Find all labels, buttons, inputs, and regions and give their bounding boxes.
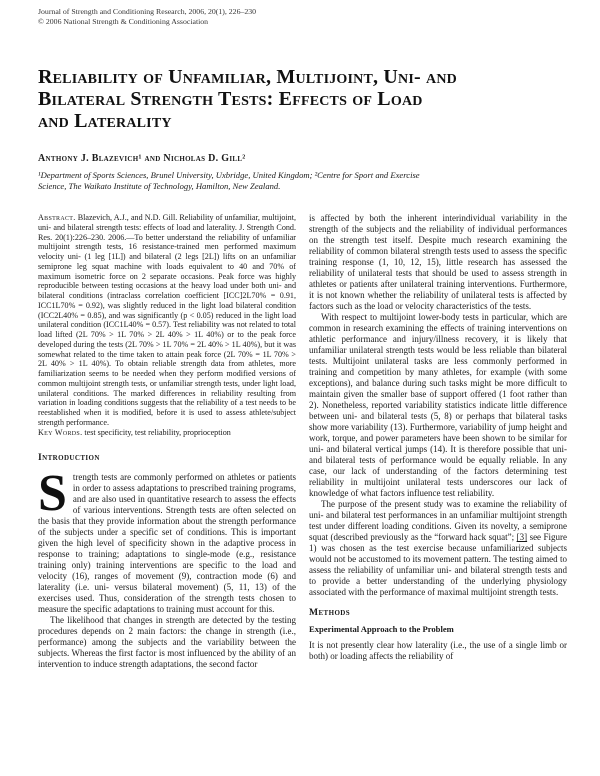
methods-heading: Methods — [309, 607, 351, 618]
methods-paragraph: It is not presently clear how laterality (i.e., the use of a single limb or both) or loading affects the reliability of — [309, 640, 567, 661]
left-column — [38, 213, 296, 670]
affiliations — [38, 170, 568, 192]
journal-citation: Journal of Strength and Conditioning Research, 2006, 20(1), 226–230 — [38, 7, 257, 16]
running-header — [38, 7, 256, 26]
purpose-text-start: The purpose of the present study was to examine the reliability of uni- and bilateral test performances in an unfamiliar multijoint strength test under different loading conditions. Given its novelty, a semiprone squat (described previously as the “forward hack squat”; — [309, 499, 567, 542]
abstract — [38, 213, 296, 428]
right-paragraph-1: is affected by both the inherent interindividual variability in the strength of the subjects and the reliability of individual performances on the strength test itself. Despite much research examining the reliability of common bilateral strength tests used to assess the specific training response (1, 10, 12, 15), little research has assessed the reliability of unilateral tests that should be used to assess strength in athletes or patients after unilateral training interventions. Furthermore, it is not known whether the reliability of unilateral tests is affected by factors such as the load or velocity characteristics of the tests. — [309, 213, 567, 311]
abstract-label: Abstract. — [38, 213, 76, 222]
introduction-paragraph-1 — [38, 465, 296, 615]
key-words — [38, 428, 296, 438]
introduction-para1-text: trength tests are commonly performed on athletes or patients in order to assess adaptations to prescribed training programs, and are also used in quantitative research to assess the effects of various interventions. Strength tests are often selected on the basis that they provide information about the strength performance of the subjects under a specific set of conditions. This is important given the high level of specificity shown in the adaptive process in response to training; adaptations to single-mode (e.g., resistance training only) training interventions are specific to the load and velocity (16), ranges of movement (9), contraction mode (6) and laterality (i.e. uni- versus bilateral movement) (5, 11, 13) of the exercises used. Thus, consideration of the strength tests chosen to measure the specific adaptations to training must account for this. — [38, 472, 296, 614]
citation-link[interactable]: [3] — [516, 532, 528, 542]
affiliation-line-2: Science, The Waikato Institute of Technology, Hamilton, New Zealand. — [38, 181, 281, 191]
introduction-heading: Introduction — [38, 452, 100, 464]
methods-subheading: Experimental Approach to the Problem — [309, 624, 454, 634]
introduction-paragraph-2: The likelihood that changes in strength are detected by the testing procedures depends on 2 main factors: the change in strength (i.e., performance) among the subjects and the variability between the subjects. Whereas the first factor is most influenced by the ability of an intervention to induce strength adaptations, the second factor — [38, 615, 296, 669]
purpose-text-end: see Figure 1) was chosen as the test exercise because unfamiliarized subjects would not be accustomed to its movement pattern. The testing aimed to assess the reliability of unfamiliar uni- and bilateral strength tests and to provide a better understanding of the underlying physiology associated with the performance of maximal multijoint strength tests. — [309, 532, 568, 597]
key-words-label: Key Words. — [38, 427, 83, 437]
key-words-text: test specificity, test reliability, proprioception — [84, 427, 231, 437]
right-paragraph-2: With respect to multijoint lower-body tests in particular, which are common in research examining the effects of training interventions on athletic performance and injury/illness recovery, it is likely that unfamiliar unilateral strength tests would be less reliable than bilateral tests. Multijoint unilateral tasks are less commonly performed in training and competition by many athletes, for example (with some exceptions), and balance during such tasks might be more difficult to maintain given the smaller base of support offered (1 foot rather than 2). Nonetheless, reported variability statistics indicate little difference between uni- and bilateral tests (5, 8) or perhaps that bilateral tasks show more variability (13). Furthermore, variability of jump height and work, torque, and power parameters have been shown to be similar for uni- and bilateral vertical jumps (14). It is therefore possible that uni- and bilateral tests of performance would be equally reliable. In any case, our lack of understanding of the factors determining test reliability in multijoint unilateral tests underscores our lack of knowledge of what factors influence test reliability. — [309, 312, 567, 498]
affiliation-line-1: ¹Department of Sports Sciences, Brunel University, Uxbridge, United Kingdom; ²Centre for Sport and Exercise — [38, 170, 420, 180]
right-column — [309, 213, 567, 662]
right-paragraph-3 — [309, 499, 567, 598]
title-line-2: Bilateral Strength Tests: Effects of Load — [38, 88, 423, 110]
title-line-1: Reliability of Unfamiliar, Multijoint, Uni- and — [38, 66, 457, 88]
drop-cap: S — [38, 465, 67, 522]
article-title — [38, 66, 566, 132]
copyright-notice: © 2006 National Strength & Conditioning Association — [38, 16, 209, 26]
title-line-3: and Laterality — [38, 110, 172, 132]
abstract-text: Blazevich, A.J., and N.D. Gill. Reliability of unfamiliar, multijoint, uni- and bilateral strength tests: effects of load and laterality. J. Strength Cond. Res. 20(1):226–230. 2006.—To better understand the reliability of unfamiliar multijoint strength tests, 16 resistance-trained men performed maximum velocity uni- (1 leg [1L]) and bilateral (2 legs [2L]) lifts on an unfamiliar semiprone leg squat machine with loads equivalent to 40 and 70% of maximum isometric force on 2 separate occasions. Peak force was highly reproducible between testing occasions at the heavy load under both uni- and bilateral conditions (intraclass correlation coefficient [ICC]2L70% = 0.91, ICC1L70% = 0.92), was slightly reduced in the light load bilateral condition (ICC2L40% = 0.85), and was significantly (p < 0.05) reduced in the light load unilateral condition (ICC1L40% = 0.57). Test reliability was not related to total load lifted (2L 70% > 1L 70% > 2L 40% > 1L 40%) or to the peak force developed during the tests (2L 70% > 1L 70% = 2L 40% > 1L 40%), but it was somewhat related to the time taken to attain peak force (2L 70% = 1L 70% > 2L 40% > 1L 40%). To obtain reliable strength data from athletes, more familiarization seems to be needed when they perform modified versions of common multijoint strength tests, or unfamiliar strength tests, under light load, unilateral conditions. The marked differences in reliability resulting from variation in loading conditions suggests that the reliability of a test needs to be reestablished when it is modified, before it is used to assess athlete/subject strength performance. — [38, 213, 296, 427]
author-list: Anthony J. Blazevich¹ and Nicholas D. Gill² — [38, 153, 246, 164]
